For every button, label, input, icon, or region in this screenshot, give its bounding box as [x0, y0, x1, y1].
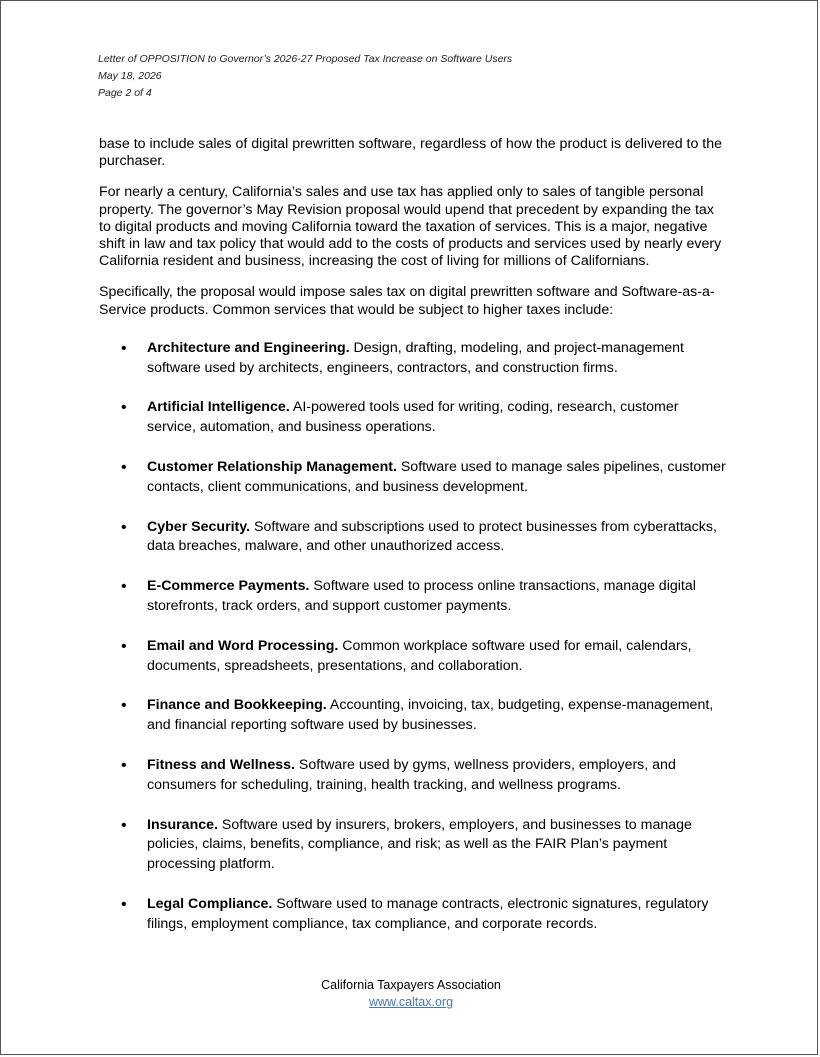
bullet-icon: •	[121, 339, 127, 357]
list-item-text: Common workplace software used for email, calendars, documents, spreadsheets, presentations, and collaboration.	[147, 637, 692, 674]
list-item	[99, 577, 729, 617]
header-title: Letter of OPPOSITION to Governor’s 2026-27 Proposed Tax Increase on Software Users	[98, 53, 513, 65]
list-item-title: Finance and Bookkeeping.	[147, 697, 327, 714]
header-date: May 18, 2026	[98, 70, 162, 82]
list-item-title: Fitness and Wellness.	[147, 756, 295, 773]
list-item-text: Software used to process online transactions, manage digital storefronts, track orders, and support customer payments.	[147, 578, 696, 614]
list-item-title: Architecture and Engineering.	[147, 339, 350, 356]
list-item	[99, 518, 729, 558]
bullet-icon: •	[121, 697, 127, 715]
bullet-icon: •	[121, 578, 127, 596]
list-item-text: Accounting, invoicing, tax, budgeting, expense-management, and financial reporting software used by businesses.	[147, 697, 714, 734]
list-item-text: AI-powered tools used for writing, coding, research, customer service, automation, and business operations.	[147, 399, 679, 436]
list-item	[99, 756, 729, 796]
bullet-icon: •	[121, 399, 127, 417]
footer-organization: California Taxpayers Association	[321, 978, 501, 992]
bullet-icon: •	[121, 637, 127, 655]
page-header	[98, 51, 512, 102]
list-item	[99, 458, 729, 498]
list-item	[99, 398, 729, 438]
list-item-title: Artificial Intelligence.	[147, 399, 290, 416]
bullet-icon: •	[121, 816, 127, 834]
list-item-title: Legal Compliance.	[147, 895, 273, 912]
paragraph: base to include sales of digital prewritten software, regardless of how the product is delivered to the purchaser.	[99, 136, 723, 170]
list-item	[99, 637, 729, 677]
list-item-text: Software used by gyms, wellness providers, employers, and consumers for scheduling, training, health tracking, and wellness programs.	[147, 756, 676, 793]
page-footer	[1, 977, 820, 1011]
header-page-number: Page 2 of 4	[98, 87, 152, 99]
footer-website-link[interactable]: www.caltax.org	[368, 995, 454, 1009]
list-item-title: Insurance.	[147, 816, 218, 833]
list-item	[99, 895, 729, 935]
letter-body	[99, 136, 729, 955]
bullet-icon: •	[121, 895, 127, 913]
list-item-text: Software used to manage contracts, electronic signatures, regulatory filings, employment compliance, tax compliance, and corporate records.	[147, 895, 709, 932]
software-category-list	[99, 339, 729, 935]
list-item-title: Email and Word Processing.	[147, 637, 339, 654]
list-item-title: Customer Relationship Management.	[147, 459, 397, 476]
bullet-icon: •	[121, 518, 127, 536]
paragraph: Specifically, the proposal would impose sales tax on digital prewritten software and Software-as-a-Service products. Common services that would be subject to higher taxes include:	[99, 284, 715, 318]
bullet-icon: •	[121, 756, 127, 774]
bullet-icon: •	[121, 459, 127, 477]
list-item-text: Software used by insurers, brokers, employers, and businesses to manage policies, claims, benefits, compliance, and risk; as well as the FAIR Plan’s payment processing platform.	[147, 816, 692, 873]
list-item-text: Software and subscriptions used to protect businesses from cyberattacks, data breaches, malware, and other unauthorized access.	[147, 518, 717, 555]
list-item	[99, 816, 729, 875]
list-item-text: Design, drafting, modeling, and project-management software used by architects, engineers, contractors, and construction firms.	[147, 339, 684, 376]
paragraph: For nearly a century, California’s sales and use tax has applied only to sales of tangible personal property. The governor’s May Revision proposal would upend that precedent by expanding the tax to digital products and moving California toward the taxation of services. This is a major, negative shift in law and tax policy that would add to the costs of products and services used by nearly every California resident and business, increasing the cost of living for millions of Californians.	[99, 184, 722, 270]
list-item	[99, 339, 729, 379]
list-item-title: Cyber Security.	[147, 518, 251, 535]
list-item-text: Software used to manage sales pipelines, customer contacts, client communications, and business development.	[147, 459, 726, 495]
list-item-title: E-Commerce Payments.	[147, 578, 310, 595]
list-item	[99, 696, 729, 736]
